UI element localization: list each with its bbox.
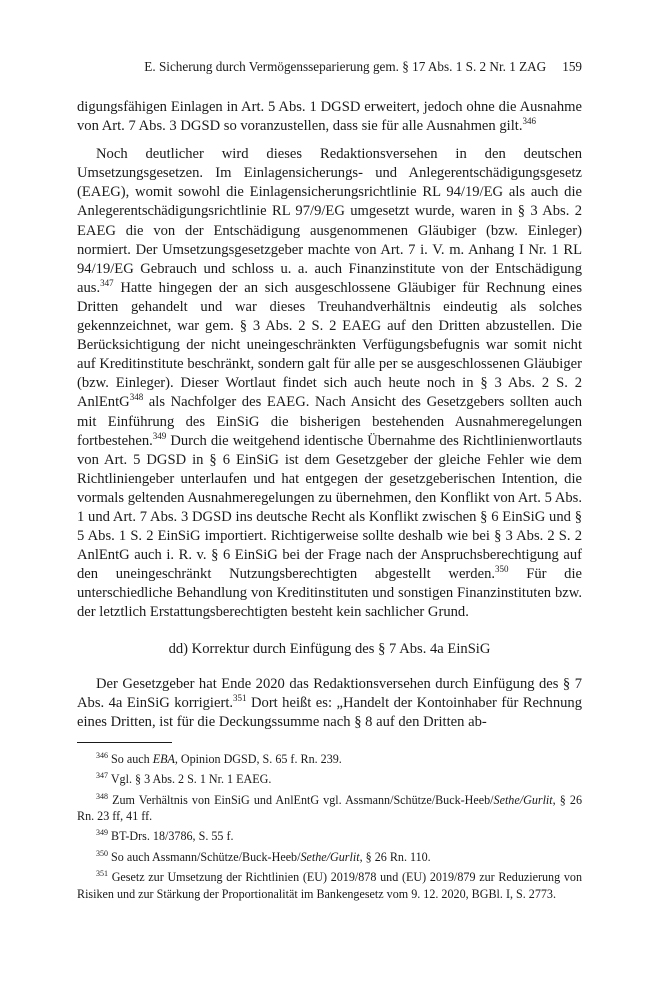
section-heading: dd) Korrektur durch Einfügung des § 7 Abs. 4a EinSiG xyxy=(168,640,491,657)
emphasis-text: Sethe/Gurlit xyxy=(493,792,553,807)
footnotes xyxy=(77,751,582,902)
footnote-ref: 349 xyxy=(152,430,167,441)
running-header xyxy=(77,58,582,76)
footnote-text: So auch Assmann/Schütze/Buck-Heeb/ xyxy=(111,849,301,864)
footnote-ref: 347 xyxy=(100,277,114,288)
text-run: Der Gesetzgeber hat Ende 2020 das Redaktionsversehen durch Einfügung des § 7 Abs. 4a EinSiG korrigiert. xyxy=(77,675,582,711)
footnote-ref: 350 xyxy=(495,564,509,575)
page-number: 159 xyxy=(562,59,582,74)
footnote-number: 351 xyxy=(96,869,108,879)
body-text xyxy=(77,98,582,732)
footnote-text: , § 26 Rn. 23 ff, 41 ff. xyxy=(77,792,582,824)
document-page xyxy=(77,58,582,906)
footnote-text: Vgl. § 3 Abs. 2 S. 1 Nr. 1 EAEG. xyxy=(110,772,272,787)
paragraph-redaktionsversehen xyxy=(77,145,582,622)
footnote-350 xyxy=(77,849,582,865)
footnote-number: 350 xyxy=(96,848,108,858)
footnote-349 xyxy=(77,828,582,844)
footnote-text: So auch xyxy=(111,751,153,766)
footnote-number: 348 xyxy=(96,791,108,801)
emphasis-text: Sethe/Gurlit xyxy=(300,849,360,864)
footnote-text: Gesetz zur Umsetzung der Richtlinien (EU) 2019/878 und (EU) 2019/879 zur Reduzierung von Risiken und zur Stärkung der Proportionalität im Bankengesetz vom 9. 12. 2020, BGBl. I, S. 2773. xyxy=(77,870,582,901)
footnote-text: BT-Drs. 18/3786, S. 55 f. xyxy=(111,829,234,844)
footnote-separator xyxy=(77,742,172,743)
footnote-348 xyxy=(77,792,582,825)
footnote-text: , § 26 Rn. 110. xyxy=(359,849,431,864)
emphasis-text: EBA xyxy=(152,751,175,766)
footnote-351 xyxy=(77,869,582,902)
text-run: als Nachfolger des EAEG. Nach Ansicht des Gesetzgebers sollten auch mit Einführung des EinSiG die bisherigen bestehenden Ausnahmeregelungen fortbestehen. xyxy=(77,394,582,449)
footnote-ref: 348 xyxy=(129,392,144,403)
paragraph-continuation xyxy=(77,98,582,136)
footnote-346 xyxy=(77,751,582,767)
running-header-title: E. Sicherung durch Vermögensseparierung gem. § 17 Abs. 1 S. 2 Nr. 1 ZAG xyxy=(144,59,547,74)
footnote-number: 347 xyxy=(96,771,108,781)
text-run: Durch die weitgehend identische Übernahme des Richtlinienwortlauts von Art. 5 DGSD in § 6 EinSiG ist dem Gesetzgeber der gleiche Fehler wie dem Richtliniengeber unterlaufen und hat entgegen der gesetzgeberischen Intention, die vormals geltenden Ausnahmeregelungen zu übernehmen, den Konflikt von Art. 5 Abs. 1 und Art. 7 Abs. 3 DGSD ins deutsche Recht als Konflikt zwischen § 6 EinSiG und § 5 Abs. 1 S. 2 EinSiG importiert. Richtigerweise sollte deshalb wie bei § 3 Abs. 2 S. 2 AnlEntG auch i. R. v. § 6 EinSiG bei der Frage nach der Anspruchsberechtigung auf den uneingeschränkt Nutzungsberechtigten abgestellt werden. xyxy=(77,432,582,583)
paragraph-korrektur xyxy=(77,675,582,732)
text-run: Hatte hingegen der an sich ausgeschlossene Gläubiger für Rechnung eines Dritten gehandelt und war dieses Treuhandverhältnis eindeutig als solches gekennzeichnet, war gem. § 3 Abs. 2 S. 2 EAEG auf den Dritten abzustellen. Die Berücksichtigung der nicht uneingeschränkten Verfügungsbefugnis war somit nicht auf Kreditinstitute beschränkt, sondern galt für alle per se ausgeschlossenen Gläubiger (bzw. Einleger). Dieser Wortlaut findet sich auch heute noch in § 3 Abs. 2 S. 2 AnlEntG xyxy=(77,279,582,411)
text-run: Dort heißt es: „Handelt der Kontoinhaber für Rechnung eines Dritten, ist für die Deckungssumme nach § 8 auf den Dritten ab- xyxy=(77,694,583,730)
footnote-ref: 346 xyxy=(522,116,536,127)
footnote-number: 346 xyxy=(96,750,108,760)
footnote-347 xyxy=(77,771,582,787)
footnote-number: 349 xyxy=(96,828,108,838)
footnote-text: Zum Verhältnis von EinSiG und AnlEntG vgl. Assmann/Schütze/Buck-Heeb/ xyxy=(112,792,494,807)
footnote-ref: 351 xyxy=(233,692,247,703)
text-run: Für die unterschiedliche Behandlung von Kreditinstituten und sonstigen Finanzinstituten bzw. der letztlich Erstattungsberechtigten besteht kein sachlicher Grund. xyxy=(77,566,582,621)
text-run: Noch deutlicher wird dieses Redaktionsversehen in den deutschen Umsetzungsgesetzen. Im Einlagensicherungs- und Anlegerentschädigungsgesetz (EAEG), womit sowohl die Einlagensicherungsrichtlinie RL 94/19/EG als auch die Anlegerentschädigungsrichtlinie RL 97/9/EG umgesetzt wurde, waren in § 3 Abs. 2 EAEG die von der Entschädigung ausgenommenen Gläubiger (bzw. Einleger) normiert. Der Umsetzungsgesetzgeber machte von Art. 7 i. V. m. Anhang I Nr. 1 RL 94/19/EG Gebrauch und schloss u. a. auch Finanzinstitute von der Entschädigung aus. xyxy=(77,146,582,296)
text-run: digungsfähigen Einlagen in Art. 5 Abs. 1 DGSD erweitert, jedoch ohne die Ausnahme von Art. 7 Abs. 3 DGSD so voranzustellen, dass sie für alle Ausnahmen gilt. xyxy=(77,99,582,135)
footnote-text: , Opinion DGSD, S. 65 f. Rn. 239. xyxy=(174,751,342,766)
